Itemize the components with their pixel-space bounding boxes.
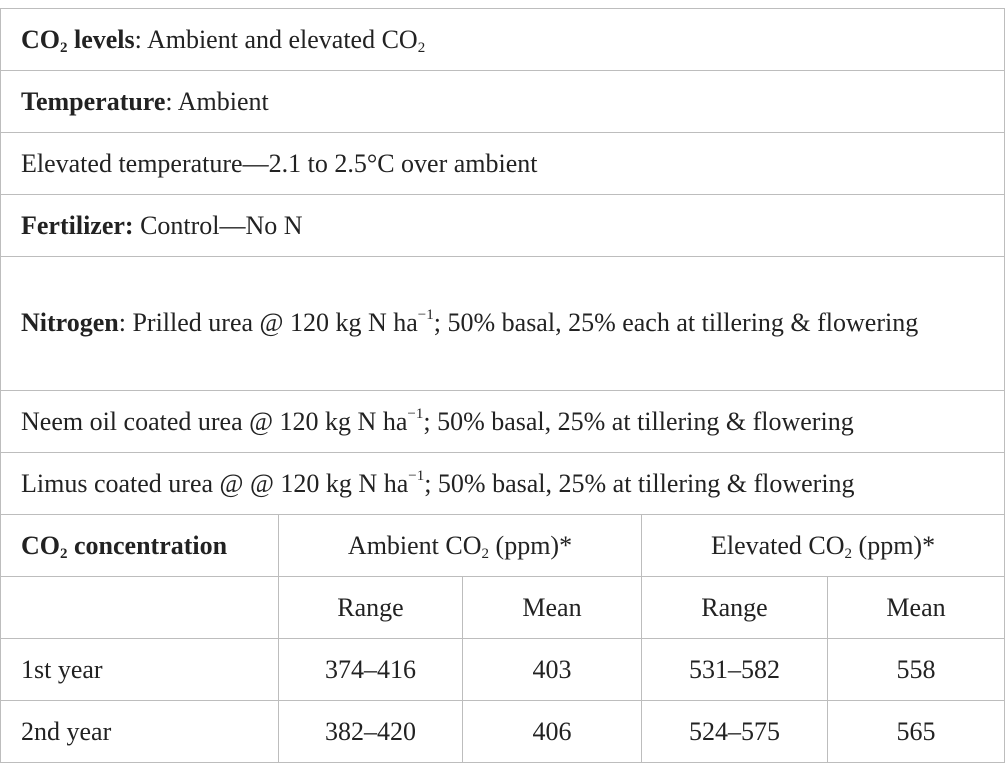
elevated-temperature-cell — [1, 133, 1005, 195]
neem-text-a: Neem oil coated urea @ 120 kg N ha — [21, 406, 408, 436]
co2-levels-label-main: CO — [21, 24, 60, 54]
elevated-mean-cell: 558 — [828, 639, 1005, 701]
limus-text-b: ; 50% basal, 25% at tillering & flowering — [424, 468, 855, 498]
elevated-range-cell: 524–575 — [642, 701, 828, 763]
treatment-table-container — [0, 8, 1004, 763]
ambient-range-cell: 382–420 — [279, 701, 463, 763]
neem-text-b: ; 50% basal, 25% at tillering & flowering — [423, 406, 854, 436]
limus-superscript: −1 — [408, 467, 425, 484]
year-cell: 2nd year — [1, 701, 279, 763]
fertilizer-label: Fertilizer: — [21, 210, 134, 240]
temperature-text: Ambient — [177, 86, 269, 116]
row-co2-levels — [1, 9, 1005, 71]
elevated-mean-cell: 565 — [828, 701, 1005, 763]
co2-levels-label — [21, 25, 135, 54]
elevated-mean-header: Mean — [828, 577, 1005, 639]
co2-concentration-label-cell — [1, 515, 279, 577]
nitrogen-text-a: Prilled urea @ 120 kg N ha — [132, 307, 418, 337]
co2-concentration-label-subscript: 2 — [60, 545, 68, 562]
ambient-co2-header: Ambient CO — [347, 530, 482, 560]
neem-superscript: −1 — [407, 405, 424, 422]
temperature-label: Temperature — [21, 86, 166, 116]
ambient-mean-cell: 403 — [463, 639, 642, 701]
elevated-range-cell: 531–582 — [642, 639, 828, 701]
temperature-cell — [1, 71, 1005, 133]
nitrogen-cell — [1, 257, 1005, 391]
neem-cell — [1, 391, 1005, 453]
row-nitrogen — [1, 257, 1005, 391]
table-row — [1, 639, 1005, 701]
table-row — [1, 701, 1005, 763]
co2-concentration-label-main: CO — [21, 530, 60, 560]
co2-levels-cell — [1, 9, 1005, 71]
co2-levels-text: Ambient and elevated CO — [146, 24, 418, 54]
row-temperature — [1, 71, 1005, 133]
temperature-separator: : — [165, 86, 178, 116]
ambient-co2-header-tail: (ppm)* — [489, 530, 573, 560]
ambient-mean-header: Mean — [463, 577, 642, 639]
elevated-range-header: Range — [642, 577, 828, 639]
co2-levels-label-tail: levels — [67, 24, 135, 54]
ambient-co2-header-subscript: 2 — [481, 545, 490, 562]
nitrogen-text-b: ; 50% basal, 25% each at tillering & flowering — [433, 307, 919, 337]
co2-concentration-label — [21, 531, 227, 560]
co2-levels-label-subscript: 2 — [60, 39, 68, 56]
elevated-co2-header-cell — [642, 515, 1005, 577]
row-neem — [1, 391, 1005, 453]
nitrogen-separator: : — [118, 307, 133, 337]
nitrogen-label: Nitrogen — [21, 307, 119, 337]
limus-text-a: Limus coated urea @ @ 120 kg N ha — [21, 468, 409, 498]
ambient-mean-cell: 406 — [463, 701, 642, 763]
limus-cell — [1, 453, 1005, 515]
row-co2-concentration-header — [1, 515, 1005, 577]
fertilizer-text: Control—No N — [133, 210, 303, 240]
year-cell: 1st year — [1, 639, 279, 701]
co2-levels-separator: : — [134, 24, 147, 54]
treatment-details-table — [0, 8, 1005, 763]
subheader-empty-cell — [1, 577, 279, 639]
elevated-co2-header-subscript: 2 — [844, 545, 853, 562]
co2-concentration-label-tail: concentration — [67, 530, 228, 560]
elevated-co2-header-tail: (ppm)* — [852, 530, 936, 560]
ambient-range-cell: 374–416 — [279, 639, 463, 701]
ambient-co2-header-cell — [279, 515, 642, 577]
co2-levels-text-subscript: 2 — [417, 39, 426, 56]
nitrogen-superscript: −1 — [417, 306, 434, 323]
row-limus — [1, 453, 1005, 515]
row-elevated-temperature — [1, 133, 1005, 195]
ambient-range-header: Range — [279, 577, 463, 639]
elevated-co2-header: Elevated CO — [710, 530, 845, 560]
elevated-temperature-text: Elevated temperature—2.1 to 2.5°C over ambient — [21, 148, 538, 178]
row-fertilizer — [1, 195, 1005, 257]
fertilizer-cell — [1, 195, 1005, 257]
row-range-mean-subheader — [1, 577, 1005, 639]
